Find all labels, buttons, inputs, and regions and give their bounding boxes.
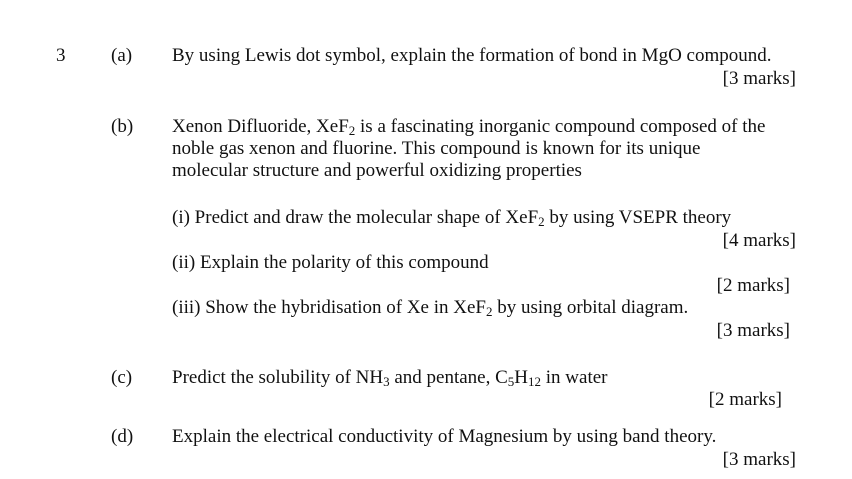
part-b-i-marks: [4 marks] [722,230,796,251]
question-number: 3 [56,45,66,66]
part-b-i-text: (i) Predict and draw the molecular shape of XeF$_2$ by using VSEPR theory [172,207,732,229]
part-d-label: (d) [111,426,134,447]
part-d-marks: [3 marks] [722,449,796,470]
part-b-label: (b) [111,116,134,137]
part-d-text: Explain the electrical conductivity of Magnesium by using band theory. [172,426,717,447]
part-b-intro-line3: molecular structure and powerful oxidizing properties [172,160,582,181]
part-a-text: By using Lewis dot symbol, explain the formation of bond in MgO compound. [172,45,772,66]
part-b-iii-text: (iii) Show the hybridisation of Xe in XeF$_2$ by using orbital diagram. [172,297,689,319]
part-c-label: (c) [111,367,133,388]
part-a-label: (a) [111,45,133,66]
part-b-intro-line1: Xenon Difluoride, XeF$_2$ is a fascinating inorganic compound composed of the [172,116,766,138]
part-c-text: Predict the solubility of $NH_3$ and pentane, $C_5H_{12}$ in water [172,367,608,389]
part-b-ii-marks: [2 marks] [716,275,790,296]
part-c-marks: [2 marks] [708,389,782,410]
part-b-intro-line2: noble gas xenon and fluorine. This compound is known for its unique [172,138,701,159]
part-a-marks: [3 marks] [722,68,796,89]
part-b-iii-marks: [3 marks] [716,320,790,341]
part-b-ii-text: (ii) Explain the polarity of this compound [172,252,489,273]
